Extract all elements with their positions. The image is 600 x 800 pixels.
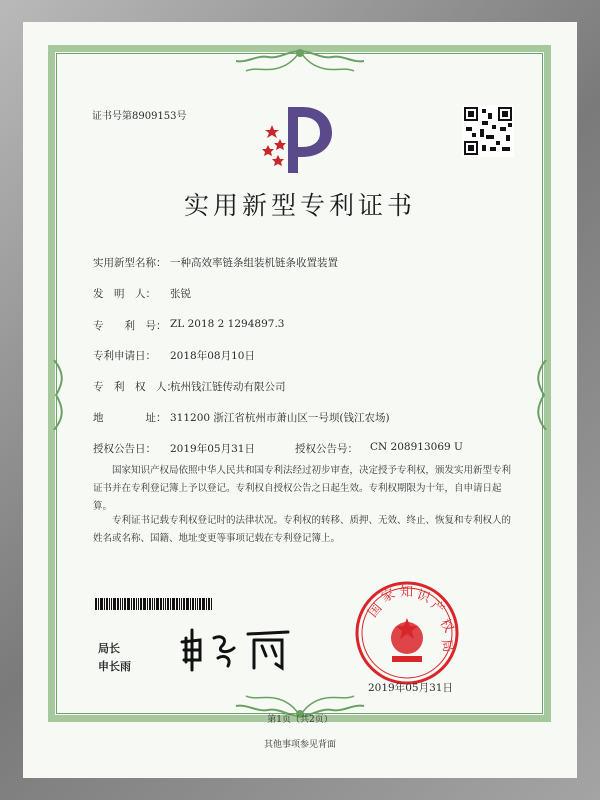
address-label: 地 址：: [93, 412, 167, 424]
svg-text:知: 知: [400, 585, 414, 600]
grant-date-value: 2019年05月31日: [170, 443, 255, 455]
svg-text:局: 局: [438, 638, 456, 654]
address-value: 311200 浙江省杭州市萧山区一号坝(钱江农场): [170, 412, 390, 424]
handwritten-signature: [178, 624, 308, 674]
left-ornament: [50, 360, 70, 430]
certificate-number: 证书号第8909153号: [92, 111, 187, 122]
barcode: [95, 598, 260, 610]
director-name-label: 申长雨: [98, 660, 131, 673]
patentee-label: 专 利 权 人：: [93, 381, 177, 393]
svg-text:国: 国: [365, 600, 386, 621]
back-note: 其他事项参见背面: [263, 740, 336, 750]
page-info: 第1页（共2页）: [267, 715, 333, 725]
statement-paragraph-1: 国家知识产权局依照中华人民共和国专利法经过初步审查，决定授予专利权，颁发实用新型专利证书并在专利登记簿上予以登记。专利权自授权公告之日起生效。专利权期限为十年，自申请日起算。: [93, 465, 512, 512]
qr-code: [462, 105, 514, 157]
patent-number-value: ZL 2018 2 1294897.3: [170, 318, 285, 330]
grant-number-value: CN 208913069 U: [370, 441, 463, 453]
grant-date-label: 授权公告日：: [93, 443, 156, 455]
statement-paragraph-2: 专利证书记载专利权登记时的法律状况。专利权的转移、质押、无效、终止、恢复和专利权人的姓名或名称、国籍、地址变更等事项记载在专利登记簿上。: [93, 515, 512, 544]
inventor-value: 张锐: [170, 288, 191, 300]
filing-date-value: 2018年08月10日: [170, 350, 255, 362]
svg-text:家: 家: [379, 586, 398, 606]
filing-date-label: 专利申请日：: [93, 350, 156, 362]
inventor-label: 发 明 人：: [93, 288, 156, 300]
svg-text:权: 权: [436, 616, 457, 636]
name-label: 实用新型名称：: [93, 257, 167, 269]
director-role-label: 局长: [98, 642, 120, 655]
official-seal: [352, 578, 462, 688]
right-ornament: [530, 360, 550, 430]
top-ornament: [228, 47, 372, 77]
patentee-value: 杭州钱江链传动有限公司: [170, 381, 286, 393]
certificate-title: 实用新型专利证书: [183, 191, 416, 220]
cnipa-logo-icon: [258, 103, 338, 175]
svg-text:识: 识: [414, 587, 432, 607]
svg-text:产: 产: [427, 597, 448, 618]
seal-date: 2019年05月31日: [368, 682, 453, 694]
patent-number-label: 专 利 号：: [93, 320, 167, 332]
grant-number-label: 授权公告号：: [295, 443, 358, 455]
name-value: 一种高效率链条组装机链条收置装置: [170, 257, 338, 269]
